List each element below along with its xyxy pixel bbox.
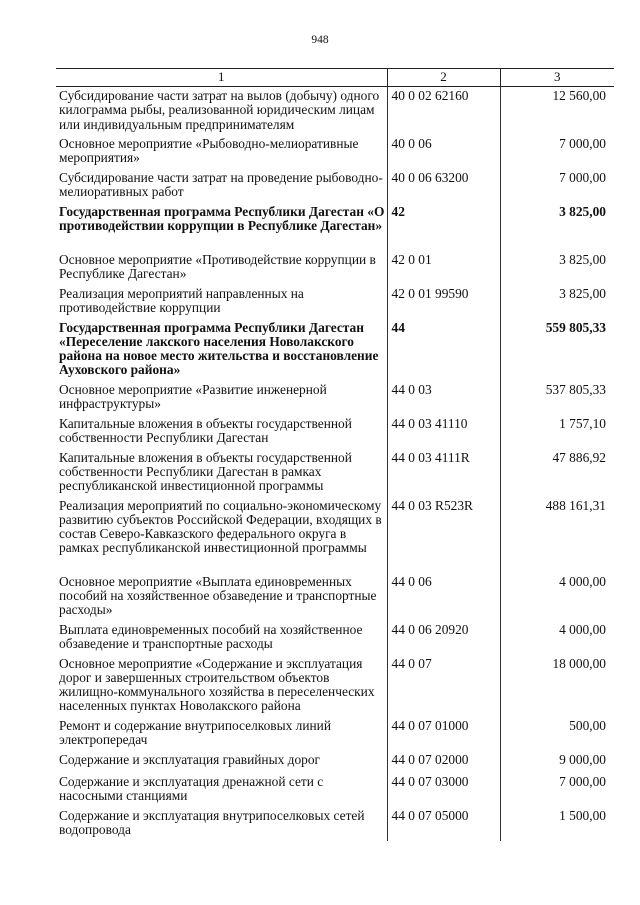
table-row xyxy=(56,497,614,573)
row-amount: 3 825,00 xyxy=(500,203,614,251)
column-header-code: 2 xyxy=(387,69,500,87)
row-name: Выплата единовременных пособий на хозяйственное обзаведение и транспортные расходы xyxy=(56,621,387,655)
row-name: Субсидирование части затрат на проведение рыбоводно-мелиоративных работ xyxy=(56,169,387,203)
table-row xyxy=(56,415,614,449)
page-number: 948 xyxy=(311,34,329,46)
row-name: Реализация мероприятий направленных на противодействие коррупции xyxy=(56,285,387,319)
row-code: 44 0 03 xyxy=(387,381,500,415)
row-name: Реализация мероприятий по социально-экономическому развитию субъектов Российской Федерации, входящих в состав Северо-Кавказского федерального округа в рамках республиканской инвестиционной программы xyxy=(56,497,387,573)
table-row xyxy=(56,449,614,497)
row-name: Государственная программа Республики Дагестан «Переселение лакского населения Новолакского района на новое место жительства и восстановление Ауховского района» xyxy=(56,319,387,381)
row-amount: 559 805,33 xyxy=(500,319,614,381)
row-code: 44 0 03 41110 xyxy=(387,415,500,449)
row-code: 44 0 06 xyxy=(387,573,500,621)
row-amount: 537 805,33 xyxy=(500,381,614,415)
table-row xyxy=(56,87,614,135)
row-code: 42 0 01 99590 xyxy=(387,285,500,319)
row-amount: 4 000,00 xyxy=(500,621,614,655)
row-amount: 3 825,00 xyxy=(500,251,614,285)
row-code: 44 0 07 05000 xyxy=(387,807,500,841)
row-amount: 7 000,00 xyxy=(500,773,614,807)
table-row xyxy=(56,573,614,621)
row-code: 42 xyxy=(387,203,500,251)
row-amount: 7 000,00 xyxy=(500,169,614,203)
row-name: Основное мероприятие «Развитие инженерной инфраструктуры» xyxy=(56,381,387,415)
row-name: Содержание и эксплуатация гравийных дорог xyxy=(56,751,387,773)
table-row xyxy=(56,773,614,807)
row-amount: 47 886,92 xyxy=(500,449,614,497)
row-name: Капитальные вложения в объекты государственной собственности Республики Дагестан xyxy=(56,415,387,449)
row-name: Основное мероприятие «Рыбоводно-мелиоративные мероприятия» xyxy=(56,135,387,169)
table-row xyxy=(56,203,614,251)
row-code: 40 0 02 62160 xyxy=(387,87,500,135)
row-code: 44 0 03 R523R xyxy=(387,497,500,573)
row-code: 44 0 03 4111R xyxy=(387,449,500,497)
row-name: Субсидирование части затрат на вылов (добычу) одного килограмма рыбы, реализованной юридическим лицам или индивидуальным предпринимателям xyxy=(56,87,387,135)
row-amount: 18 000,00 xyxy=(500,655,614,717)
row-name: Основное мероприятие «Противодействие коррупции в Республике Дагестан» xyxy=(56,251,387,285)
column-header-amount: 3 xyxy=(500,69,614,87)
table-row xyxy=(56,169,614,203)
table-row xyxy=(56,251,614,285)
row-code: 44 0 07 02000 xyxy=(387,751,500,773)
row-amount: 1 500,00 xyxy=(500,807,614,841)
row-code: 40 0 06 xyxy=(387,135,500,169)
column-header-name: 1 xyxy=(56,69,387,87)
row-amount: 500,00 xyxy=(500,717,614,751)
table-row xyxy=(56,319,614,381)
row-code: 44 0 06 20920 xyxy=(387,621,500,655)
table-row xyxy=(56,717,614,751)
row-amount: 12 560,00 xyxy=(500,87,614,135)
row-amount: 3 825,00 xyxy=(500,285,614,319)
row-name: Капитальные вложения в объекты государственной собственности Республики Дагестан в рамках республиканской инвестиционной программы xyxy=(56,449,387,497)
row-name: Содержание и эксплуатация дренажной сети с насосными станциями xyxy=(56,773,387,807)
table-row xyxy=(56,381,614,415)
table-header-row xyxy=(56,69,614,87)
row-code: 44 xyxy=(387,319,500,381)
row-amount: 488 161,31 xyxy=(500,497,614,573)
table-row xyxy=(56,807,614,841)
row-name: Основное мероприятие «Выплата единовременных пособий на хозяйственное обзаведение и транспортные расходы» xyxy=(56,573,387,621)
table-row xyxy=(56,285,614,319)
row-name: Содержание и эксплуатация внутрипоселковых сетей водопровода xyxy=(56,807,387,841)
budget-table xyxy=(56,68,614,841)
row-amount: 1 757,10 xyxy=(500,415,614,449)
row-code: 44 0 07 xyxy=(387,655,500,717)
table-row xyxy=(56,621,614,655)
table-row xyxy=(56,135,614,169)
row-code: 40 0 06 63200 xyxy=(387,169,500,203)
table-row xyxy=(56,751,614,773)
row-code: 44 0 07 03000 xyxy=(387,773,500,807)
table-row xyxy=(56,655,614,717)
row-amount: 4 000,00 xyxy=(500,573,614,621)
row-name: Государственная программа Республики Дагестан «О противодействии коррупции в Республике Дагестан» xyxy=(56,203,387,251)
row-amount: 7 000,00 xyxy=(500,135,614,169)
row-code: 44 0 07 01000 xyxy=(387,717,500,751)
row-name: Основное мероприятие «Содержание и эксплуатация дорог и завершенных строительством объектов жилищно-коммунального хозяйства в переселенческих населенных пунктах Новолакского района xyxy=(56,655,387,717)
row-amount: 9 000,00 xyxy=(500,751,614,773)
row-code: 42 0 01 xyxy=(387,251,500,285)
row-name: Ремонт и содержание внутрипоселковых линий электропередач xyxy=(56,717,387,751)
